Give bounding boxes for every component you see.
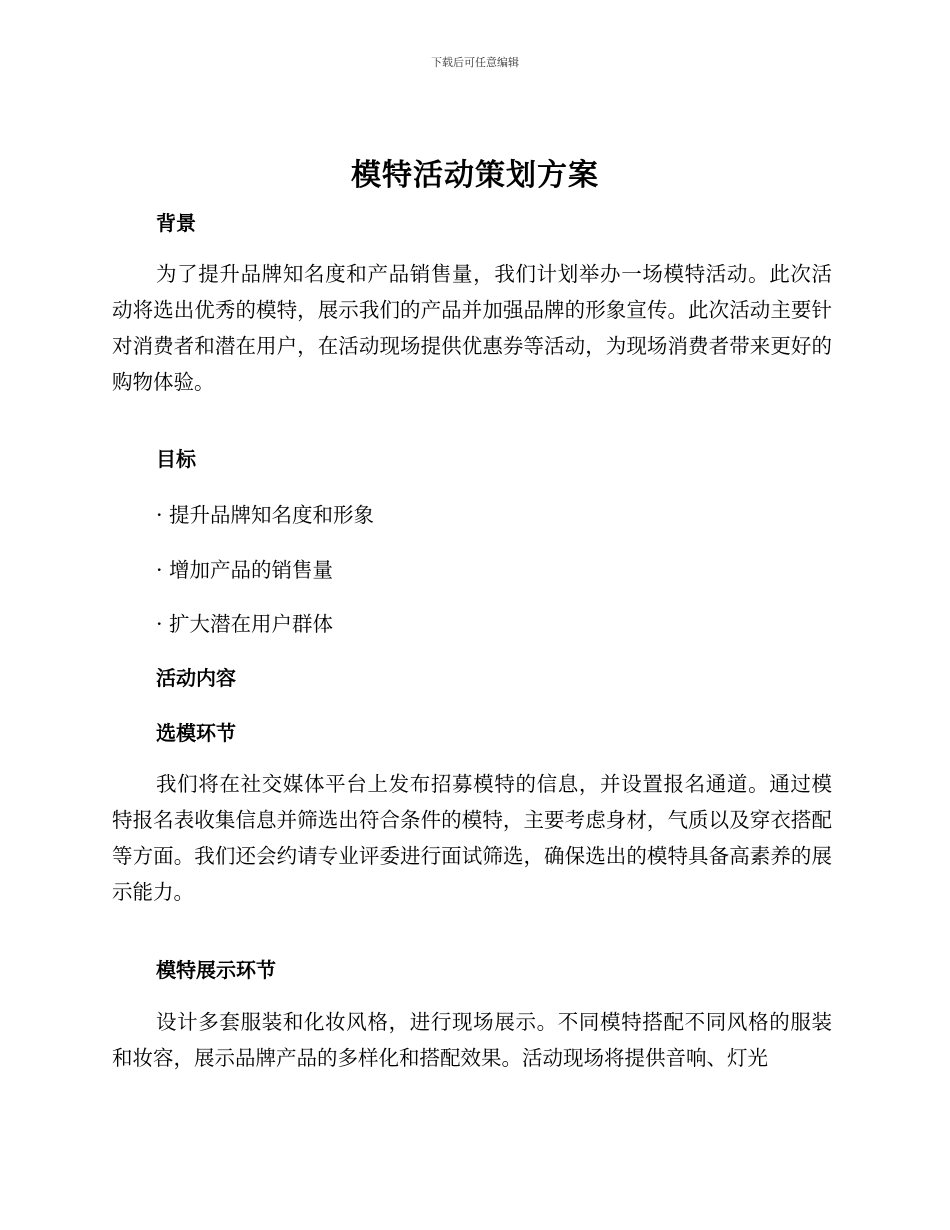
document-title: 模特活动策划方案 bbox=[351, 158, 599, 193]
heading-showcase: 模特展示环节 bbox=[156, 958, 276, 982]
paragraph-background: 为了提升品牌知名度和产品销售量，我们计划举办一场模特活动。此次活动将选出优秀的模特，展示我们的产品并加强品牌的形象宣传。此次活动主要针对消费者和潜在用户，在活动现场提供优惠券等活动，为现场消费者带来更好的购物体验。 bbox=[112, 262, 832, 394]
paragraph-selection: 我们将在社交媒体平台上发布招募模特的信息，并设置报名通道。通过模特报名表收集信息并筛选出符合条件的模特，主要考虑身材，气质以及穿衣搭配等方面。我们还会约请专业评委进行面试筛选，确保选出的模特具备高素养的展示能力。 bbox=[112, 772, 832, 904]
heading-selection: 选模环节 bbox=[156, 721, 236, 745]
page-header-note: 下载后可任意编辑 bbox=[431, 56, 519, 69]
goal-item: · 扩大潜在用户群体 bbox=[156, 612, 334, 636]
goal-item: · 增加产品的销售量 bbox=[156, 558, 334, 582]
heading-background: 背景 bbox=[156, 211, 196, 235]
heading-goals: 目标 bbox=[156, 447, 196, 471]
heading-activity: 活动内容 bbox=[156, 666, 236, 690]
paragraph-showcase: 设计多套服装和化妆风格，进行现场展示。不同模特搭配不同风格的服装和妆容，展示品牌产品的多样化和搭配效果。活动现场将提供音响、灯光 bbox=[112, 1010, 832, 1070]
goal-item: · 提升品牌知名度和形象 bbox=[156, 503, 375, 527]
